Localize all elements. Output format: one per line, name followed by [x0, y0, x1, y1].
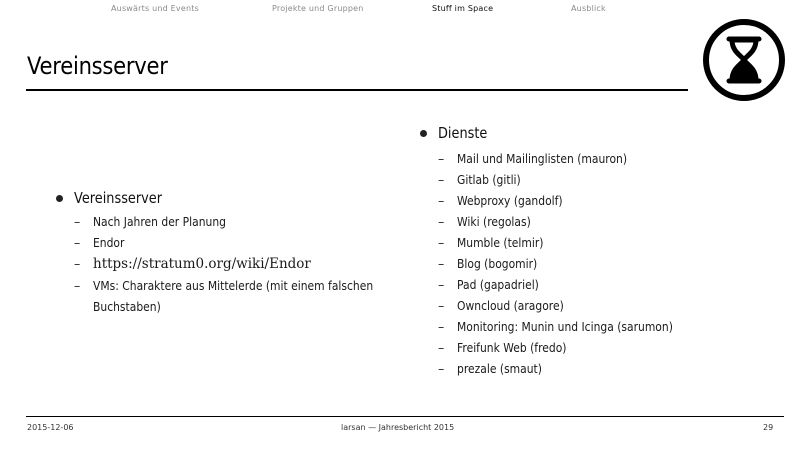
list-item: – Endor — [74, 235, 125, 250]
nav-item-space-stuff[interactable]: Stuff im Space — [432, 4, 494, 13]
list-item: – Wiki (regolas) — [438, 214, 531, 229]
nav-item-outlook[interactable]: Ausblick — [571, 4, 606, 13]
left-heading: Vereinsserver — [74, 189, 163, 207]
list-item: – Blog (bogomir) — [438, 256, 538, 271]
bullet-icon — [56, 195, 63, 202]
list-item — [54, 188, 414, 317]
list-item: – Webproxy (gandolf) — [438, 193, 563, 208]
list-item: – Mail und Mailinglisten (mauron) — [438, 151, 628, 166]
page-number: 29 — [763, 423, 774, 432]
wiki-link[interactable]: https://stratum0.org/wiki/Endor — [93, 256, 311, 272]
footer-date: 2015-12-06 — [27, 423, 74, 432]
stratum0-hourglass-logo-icon — [702, 18, 786, 102]
list-item: – Mumble (telmir) — [438, 235, 544, 250]
list-item: – Owncloud (aragore) — [438, 298, 564, 313]
slide-title: Vereinsserver — [27, 52, 168, 80]
right-column — [418, 123, 758, 379]
right-heading: Dienste — [438, 124, 488, 142]
list-item — [418, 123, 758, 379]
left-column — [54, 188, 414, 317]
section-navigation — [0, 4, 800, 18]
nav-item-events[interactable]: Auswärts und Events — [111, 4, 199, 13]
title-divider — [26, 89, 688, 91]
bullet-icon — [420, 130, 427, 137]
list-item: – prezale (smaut) — [438, 361, 542, 376]
list-item: – Pad (gapadriel) — [438, 277, 539, 292]
footer-title: larsan — Jahresbericht 2015 — [341, 423, 455, 432]
list-item: – Nach Jahren der Planung — [74, 214, 226, 229]
footer-divider — [26, 416, 784, 417]
list-item-continuation: Buchstaben) — [93, 299, 161, 314]
list-item: – Gitlab (gitli) — [438, 172, 521, 187]
list-item: – VMs: Charaktere aus Mittelerde (mit einem falschen — [74, 278, 374, 293]
list-item: – https://stratum0.org/wiki/Endor — [74, 256, 311, 272]
list-item: – Freifunk Web (fredo) — [438, 340, 567, 355]
nav-item-projects[interactable]: Projekte und Gruppen — [272, 4, 364, 13]
list-item: – Monitoring: Munin und Icinga (sarumon) — [438, 319, 673, 334]
